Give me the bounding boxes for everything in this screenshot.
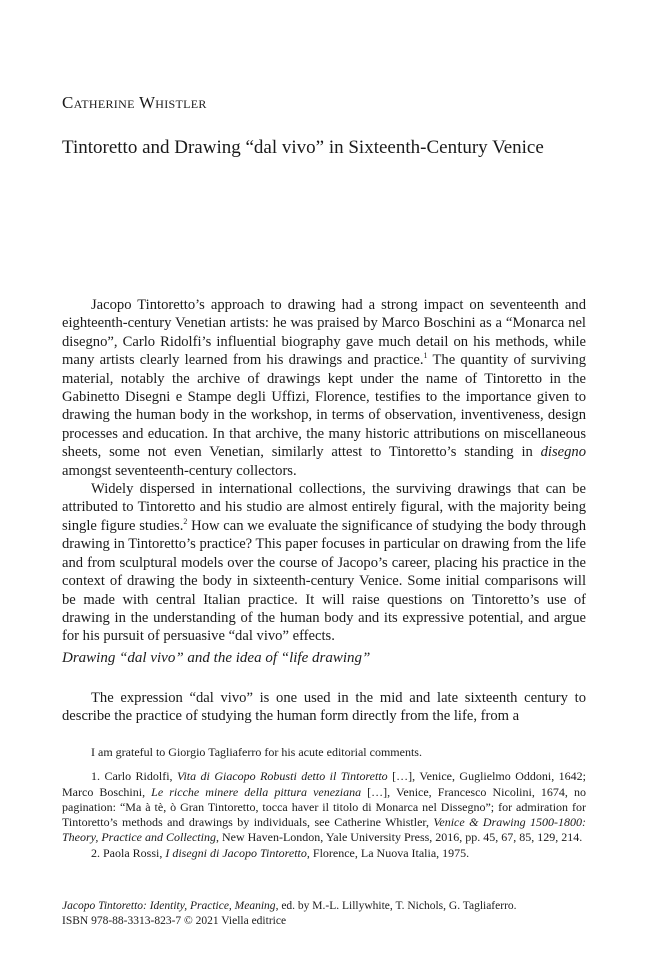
footnote-1-italic-2: Le ricche minere della pittura veneziana [151,784,362,799]
section-heading: Drawing “dal vivo” and the idea of “life drawing” [62,650,371,666]
paragraph-2 [62,480,586,646]
footnote-1-italic-1: Vita di Giacopo Robusti detto il Tintoretto [177,769,388,784]
imprint-editors: , ed. by M.-L. Lillywhite, T. Nichols, G. Tagliaferro. [275,900,517,912]
paragraph-2-text-b: How can we evaluate the significance of studying the body through drawing in Tintoretto’s practice? This paper focuses in particular on drawing from the life and from sculptural models over the course of Jacopo’s career, placing his practice in the context of drawing the body in sixteenth-century Venice. Some initial comparisons will be made with central Italian practice. It will raise questions on Tintoretto’s use of drawing in the understanding of the human body and its expressive potential, and argue for his pursuit of persuasive “dal vivo” effects. [62,517,586,645]
paragraph-1-italic: disegno [540,444,586,461]
footnote-2-italic: I disegni di Jacopo Tintoretto [165,845,307,860]
footnote-1-italic-3: Venice & Drawing 1500-1800: Theory, Practice and Collecting [62,815,587,845]
footnote-2 [62,846,586,861]
imprint [62,899,586,928]
imprint-isbn: ISBN 978-88-3313-823-7 © 2021 Viella editrice [62,914,287,927]
footnote-2-text-a: 2. Paola Rossi, [91,845,166,860]
paragraph-2-text-a: Widely dispersed in international collections, the surviving drawings that can be attributed to Tintoretto and his studio are almost entirely figural, with the majority being single figure studies. [62,481,586,534]
imprint-book-title: Jacopo Tintoretto: Identity, Practice, Meaning [62,900,276,912]
paragraph-1-text-b: The quantity of surviving material, notably the archive of drawings kept under the name of Tintoretto in the Gabinetto Disegni e Stampe degli Uffizi, Florence, testifies to the importance given to drawing the human body in the workshop, in terms of observation, inventiveness, design processes and education. In that archive, the many historic attributions on miscellaneous sheets, some not even Venetian, similarly attest to Tintoretto’s standing in [62,352,587,461]
footnote-1 [62,769,586,845]
imprint-book-line [62,899,586,914]
paragraph-1-text-a: Jacopo Tintoretto’s approach to drawing had a strong impact on seventeenth and eighteenth-century Venetian artists: he was praised by Marco Boschini as a “Monarca nel disegno”, Carlo Ridolfi’s influential biography gave much detail on his methods, while many artists clearly learned from his drawings and practice. [62,297,586,369]
acknowledgement-note: I am grateful to Giorgio Tagliaferro for his acute editorial comments. [91,745,422,759]
footnote-ref-1[interactable]: 1 [423,351,428,361]
paragraph-3: The expression “dal vivo” is one used in the mid and late sixteenth century to describe the practice of studying the human form directly from the life, from a [62,690,586,725]
author-name: Catherine Whistler [62,93,207,112]
chapter-title: Tintoretto and Drawing “dal vivo” in Sixteenth-Century Venice [62,137,544,158]
footnote-1-text-c: […], Venice, Francesco Nicolini, 1674, no pagination: “Ma à tè, ò Gran Tintoretto, tocca haver il titolo di Monarca nel Dissegno”; for admiration for Tintoretto’s methods and drawings by individuals, see Catherine Whistler, [62,784,586,830]
footnote-1-text-a: 1. Carlo Ridolfi, [91,769,177,784]
footnote-1-text-d: , New Haven-London, Yale University Press, 2016, pp. 45, 67, 85, 129, 214. [215,830,583,845]
paragraph-1 [62,296,586,480]
footnote-2-text-b: , Florence, La Nuova Italia, 1975. [306,845,470,860]
body-text-continued [62,689,586,726]
footnote-1-text-b: […], Venice, Guglielmo Oddoni, 1642; Marco Boschini, [62,769,586,799]
footnotes [62,745,586,861]
footnote-ref-2[interactable]: 2 [183,517,188,527]
paragraph-1-text-c: amongst seventeenth-century collectors. [62,462,297,479]
body-text [62,296,586,646]
